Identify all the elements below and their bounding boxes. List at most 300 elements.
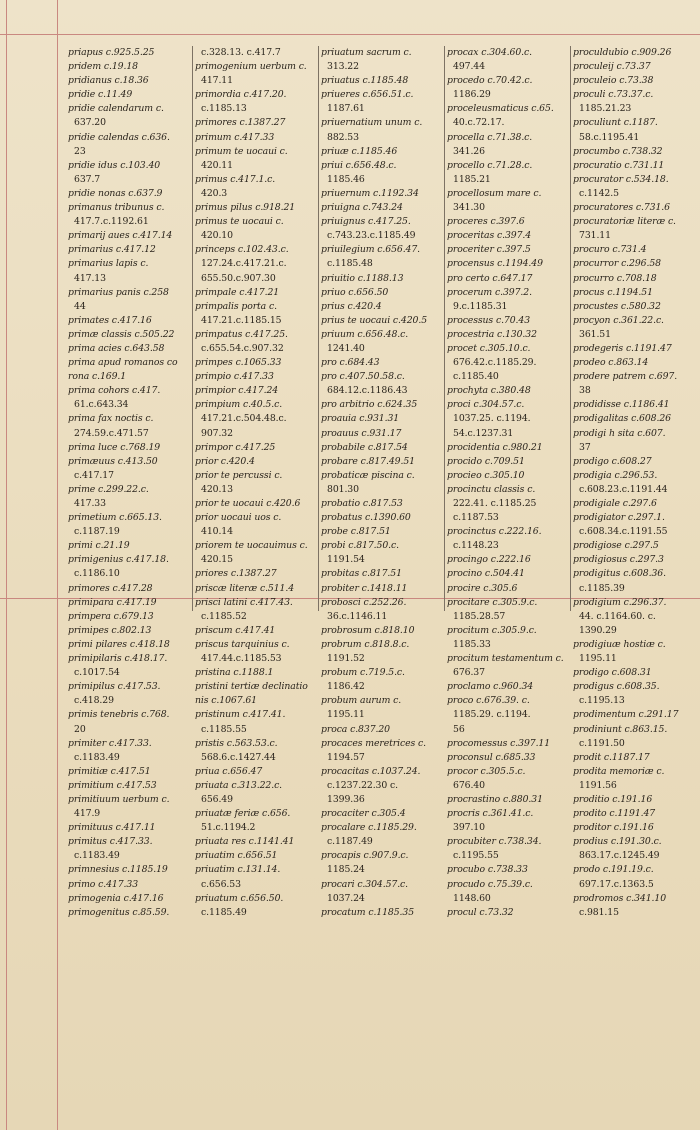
- index-entry: pro c.684.43: [321, 357, 380, 369]
- index-entry: procor c.305.5.c.: [447, 765, 526, 777]
- index-entry: procido c.709.51: [447, 455, 525, 467]
- index-entry-continuation: 1191.54: [327, 554, 365, 566]
- index-entry: procatum c.1185.35: [321, 906, 415, 918]
- index-entry-continuation: 61.c.643.34: [74, 399, 129, 411]
- index-entry: prodigo c.608.27: [573, 455, 652, 467]
- index-entry-continuation: 1187.61: [327, 103, 365, 115]
- index-column: [318, 46, 444, 918]
- index-entry-continuation: 417.11: [201, 75, 233, 87]
- index-entry: primigenius c.417.18.: [68, 554, 169, 566]
- index-entry: procaces meretrices c.: [321, 737, 426, 749]
- index-entry-continuation: 9.c.1185.31: [453, 300, 508, 312]
- index-entry: priueres c.656.51.c.: [321, 89, 414, 101]
- index-entry-continuation: c.417.17: [74, 469, 114, 481]
- index-entry: primitiuum uerbum c.: [68, 793, 170, 805]
- index-entry: procella c.71.38.c.: [447, 131, 533, 143]
- index-entry-continuation: c.1187.49: [327, 836, 373, 848]
- index-entry-continuation: c.328.13. c.417.7: [201, 47, 281, 58]
- index-entry: rona c.169.1: [68, 371, 127, 383]
- index-entry: procedo c.70.42.c.: [447, 75, 533, 87]
- index-entry-continuation: 23: [74, 145, 86, 157]
- index-entry: procustes c.580.32: [573, 300, 661, 312]
- index-entry: primum c.417.33: [195, 131, 275, 143]
- index-entry-continuation: c.1185.48: [327, 258, 373, 270]
- index-entry-continuation: 1194.57: [327, 751, 365, 763]
- index-entry: primitus c.417.33.: [68, 836, 153, 848]
- index-entry: primarius panis c.258: [68, 286, 169, 298]
- index-entry: proca c.837.20: [321, 723, 390, 735]
- index-entry: pridie c.11.49: [68, 89, 133, 101]
- index-entry-continuation: 38: [579, 385, 591, 397]
- index-entry: probaticæ piscina c.: [321, 469, 415, 481]
- index-entry: prior c.420.4: [195, 455, 255, 467]
- index-entry: procyon c.361.22.c.: [573, 314, 664, 326]
- index-entry: pridie calendas c.636.: [68, 131, 170, 143]
- index-entry-continuation: 907.32: [201, 427, 233, 439]
- index-entry-continuation: c.743.23.c.1185.49: [327, 230, 416, 242]
- index-entry: primpale c.417.21: [195, 286, 280, 298]
- index-entry: priuignus c.417.25.: [321, 216, 411, 228]
- index-entry: proclamo c.960.34: [447, 681, 534, 693]
- index-entry: pridie calendarum c.: [68, 103, 164, 115]
- index-entry: prodigi h sita c.607.: [573, 427, 666, 439]
- index-entry: proculeio c.73.38: [573, 75, 654, 87]
- index-entry: primogenitus c.85.59.: [68, 906, 170, 918]
- index-entry: proculi c.73.37.c.: [573, 89, 654, 101]
- index-entry-continuation: 37: [579, 441, 591, 453]
- index-entry: priuata res c.1141.41: [195, 836, 295, 848]
- index-entry: procitum testamentum c.: [447, 653, 564, 665]
- index-entry: prime c.299.22.c.: [68, 483, 149, 495]
- index-entry: proceleusmaticus c.65.: [447, 103, 554, 115]
- index-entry: prodita memoriæ c.: [573, 765, 665, 777]
- index-entry: primpium c.40.5.c.: [195, 399, 283, 411]
- index-entry: pristinum c.417.41.: [195, 709, 286, 721]
- index-entry: procitum c.305.9.c.: [447, 624, 537, 636]
- index-entry: prisci latini c.417.43.: [195, 596, 293, 608]
- index-entry: procino c.504.41: [447, 568, 525, 580]
- index-entry: pro arbitrio c.624.35: [321, 399, 418, 411]
- index-entry: pristis c.563.53.c.: [195, 737, 278, 749]
- index-entry: primæuus c.413.50: [68, 455, 158, 467]
- index-entry-continuation: 1185.29. c.1194.: [453, 709, 531, 721]
- index-entry: primpio c.417.33: [195, 371, 274, 383]
- index-entry-continuation: 1185.21.23: [579, 103, 632, 115]
- index-entry: primitium c.417.53: [68, 779, 157, 791]
- index-entry: proceritas c.397.4: [447, 230, 532, 242]
- index-entry-continuation: c.1185.13: [201, 103, 247, 115]
- index-entry-continuation: 1185.28.57: [453, 610, 506, 622]
- index-entry: prius c.420.4: [321, 300, 382, 312]
- index-entry: proceres c.397.6: [447, 216, 525, 228]
- index-entry: procingo c.222.16: [447, 554, 531, 566]
- index-entry-continuation: 420.15: [201, 554, 233, 566]
- index-entry: prius te uocaui c.420.5: [321, 314, 428, 326]
- index-entry: priuatim c.656.51: [195, 850, 278, 862]
- index-entry-continuation: 697.17.c.1363.5: [579, 878, 654, 890]
- index-entry: prodigiator c.297.1.: [573, 512, 665, 524]
- index-entry-continuation: c.1142.5: [579, 187, 619, 199]
- index-entry: primanus tribunus c.: [68, 202, 165, 214]
- index-entry-continuation: c.1191.50: [579, 737, 625, 749]
- index-entry: probabile c.817.54: [321, 441, 408, 453]
- index-entry: procet c.305.10.c.: [447, 342, 531, 354]
- index-entry: procuro c.731.4: [573, 244, 647, 256]
- index-entry: prodigiose c.297.5: [573, 540, 659, 552]
- index-entry: prodigiuæ hostiæ c.: [573, 638, 666, 650]
- index-entry: pristini tertiæ declinatio: [195, 681, 308, 693]
- index-entry-continuation: 36.c.1146.11: [327, 610, 388, 622]
- index-entry: prodeo c.863.14: [573, 357, 649, 369]
- index-entry: procapis c.907.9.c.: [321, 850, 409, 862]
- index-entry: pridie idus c.103.40: [68, 159, 161, 171]
- index-entry-continuation: 1399.36: [327, 793, 365, 805]
- index-entry: procensus c.1194.49: [447, 258, 543, 270]
- index-entry: prior te uocaui c.420.6: [195, 498, 301, 509]
- index-entry: pro c.407.50.58.c.: [321, 371, 405, 383]
- index-entry: prodit c.1187.17: [573, 751, 650, 763]
- index-entry: primordia c.417.20.: [195, 89, 287, 101]
- index-entry: probrum c.818.8.c.: [321, 638, 410, 650]
- index-entry-continuation: 127.24.c.417.21.c.: [201, 258, 287, 270]
- index-entry-continuation: 1037.24: [327, 892, 365, 904]
- index-entry: procire c.305.6: [447, 582, 518, 594]
- index-entry: proci c.304.57.c.: [447, 399, 525, 411]
- index-entry: primates c.417.16: [68, 314, 152, 326]
- index-entry: primpera c.679.13: [68, 610, 154, 622]
- index-entry-continuation: 1148.60: [453, 892, 491, 904]
- index-entry: procaciter c.305.4: [321, 808, 406, 820]
- index-entry-continuation: 274.59.c.471.57: [74, 427, 149, 439]
- index-entry: prima fax noctis c.: [68, 413, 154, 425]
- index-entry-continuation: 676.40: [453, 779, 485, 791]
- index-entry: procurror c.296.58: [573, 258, 661, 270]
- index-entry-continuation: 361.51: [579, 328, 611, 340]
- index-entry-continuation: 882.53: [327, 131, 359, 143]
- index-entry: primi pilares c.418.18: [68, 638, 170, 650]
- index-entry-continuation: 655.50.c.907.30: [201, 272, 276, 284]
- index-entry: procul c.73.32: [447, 906, 514, 918]
- index-entry: prodigia c.296.53.: [573, 469, 658, 481]
- index-entry-continuation: 1185.24: [327, 864, 365, 876]
- index-entry: prodegeris c.1191.47: [573, 342, 672, 354]
- index-entry: pristina c.1188.1: [195, 667, 274, 679]
- index-entry-continuation: 1191.52: [327, 653, 365, 665]
- index-entry: proauia c.931.31: [321, 413, 400, 425]
- index-entry: probe c.817.51: [321, 526, 391, 538]
- index-entry-continuation: 1186.29: [453, 89, 491, 101]
- index-entry-continuation: 417.21.c.504.48.c.: [201, 413, 287, 425]
- index-entry: prodromos c.341.10: [573, 892, 667, 904]
- index-entry: priores c.1387.27: [195, 568, 277, 580]
- index-entry: proculiunt c.1187.: [573, 117, 658, 129]
- index-entry: priuatus c.1185.48: [321, 75, 409, 87]
- index-entry-continuation: 341.30: [453, 202, 485, 214]
- index-entry-continuation: 568.6.c.1427.44: [201, 751, 276, 763]
- index-entry: primipilus c.417.53.: [68, 681, 161, 693]
- index-entry-continuation: 1241.40: [327, 342, 365, 354]
- index-entry-continuation: c.1017.54: [74, 667, 120, 679]
- index-entry: primitiæ c.417.51: [68, 765, 151, 777]
- blank-lower-page: [0, 612, 700, 1130]
- index-entry: prima luce c.768.19: [68, 441, 161, 453]
- index-entry: princeps c.102.43.c.: [195, 244, 289, 256]
- index-entry-continuation: c.1185.55: [201, 723, 247, 735]
- index-entry-continuation: 684.12.c.1186.43: [327, 385, 408, 397]
- index-entry: priuatum sacrum c.: [321, 47, 412, 58]
- index-entry-continuation: 1195.11: [579, 653, 617, 665]
- index-entry: priapus c.925.5.25: [68, 47, 155, 58]
- index-entry: processus c.70.43: [447, 314, 531, 326]
- index-entry: procieo c.305.10: [447, 469, 525, 481]
- index-entry-continuation: 731.11: [579, 230, 611, 242]
- index-entry-continuation: c.1185.52: [201, 610, 247, 622]
- index-entry-continuation: c.1183.49: [74, 850, 120, 862]
- index-entry-continuation: 44. c.1164.60. c.: [579, 610, 656, 622]
- index-entry-continuation: 417.7.c.1192.61: [74, 216, 149, 228]
- index-entry: probare c.817.49.51: [321, 455, 415, 467]
- index-entry: primpalis porta c.: [195, 300, 277, 312]
- index-entry: nis c.1067.61: [195, 695, 257, 707]
- index-entry: probatus c.1390.60: [321, 512, 411, 524]
- index-entry: procalare c.1185.29.: [321, 822, 417, 834]
- index-entry: priuatum c.656.50.: [195, 892, 284, 904]
- index-entry-continuation: 863.17.c.1245.49: [579, 850, 660, 862]
- index-entry-continuation: c.656.53: [201, 878, 241, 890]
- index-entry: proditor c.191.16: [573, 822, 654, 834]
- index-entry: primi c.21.19: [68, 540, 130, 552]
- index-entry-continuation: 1185.33: [453, 638, 491, 650]
- index-entry-continuation: 676.37: [453, 667, 485, 679]
- index-entry-continuation: c.1185.40: [453, 371, 499, 383]
- index-column: [570, 46, 696, 918]
- index-entry-continuation: c.418.29: [74, 695, 114, 707]
- index-entry: prodigo c.608.31: [573, 667, 652, 679]
- index-entry-continuation: c.1187.19: [74, 526, 120, 538]
- index-entry-continuation: 1195.11: [327, 709, 365, 721]
- index-entry: prodigitus c.608.36.: [573, 568, 666, 580]
- index-entry: primarius c.417.12: [68, 244, 156, 256]
- index-entry-continuation: 417.33: [74, 498, 106, 509]
- index-entry: primores c.417.28: [68, 582, 153, 594]
- index-entry: procuratoriæ literæ c.: [573, 216, 676, 228]
- index-entry: probrosum c.818.10: [321, 624, 415, 636]
- index-entry: primipilaris c.418.17.: [68, 653, 168, 665]
- index-entry: prodidisse c.1186.41: [573, 399, 670, 411]
- index-column: [444, 46, 570, 918]
- index-entry-continuation: 1191.56: [579, 779, 617, 791]
- index-entry: probi c.817.50.c.: [321, 540, 399, 552]
- index-entry: prodito c.1191.47: [573, 808, 656, 820]
- index-entry-continuation: 58.c.1195.41: [579, 131, 640, 143]
- index-entry: procuratores c.731.6: [573, 202, 670, 214]
- index-entry: proceriter c.397.5: [447, 244, 531, 256]
- index-entry-continuation: 20: [74, 723, 86, 735]
- index-entry: primipes c.802.13: [68, 624, 152, 636]
- index-entry-continuation: 420.10: [201, 230, 233, 242]
- index-entry-continuation: 676.42.c.1185.29.: [453, 357, 537, 369]
- index-entry-continuation: 54.c.1237.31: [453, 427, 514, 439]
- index-entry-continuation: 410.14: [201, 526, 233, 538]
- index-entry-continuation: c.1185.39: [579, 582, 625, 594]
- index-entry: priuigna c.743.24: [321, 202, 403, 214]
- index-columns: [66, 46, 700, 918]
- index-entry: procubiter c.738.34.: [447, 836, 542, 848]
- index-entry: priuum c.656.48.c.: [321, 328, 409, 340]
- index-entry: primores c.1387.27: [195, 117, 286, 129]
- index-entry: procris c.361.41.c.: [447, 808, 534, 820]
- index-entry-continuation: 40.c.72.17.: [453, 117, 505, 129]
- index-entry-continuation: 420.3: [201, 187, 228, 199]
- index-entry: primpatus c.417.25.: [195, 328, 288, 340]
- index-entry: prima acies c.643.58: [68, 342, 165, 354]
- index-entry: priuernatium unum c.: [321, 117, 423, 129]
- index-entry: procestria c.130.32: [447, 328, 537, 340]
- index-entry-continuation: 341.26: [453, 145, 485, 157]
- index-entry: priuatæ feriæ c.656.: [195, 808, 291, 820]
- index-entry: prior uocaui uos c.: [195, 512, 282, 524]
- index-entry-continuation: c.981.15: [579, 906, 619, 918]
- index-entry-continuation: 1185.46: [327, 173, 365, 185]
- index-entry: procurator c.534.18.: [573, 173, 669, 185]
- index-entry-continuation: c.1187.53: [453, 512, 499, 524]
- index-entry: primum te uocaui c.: [195, 145, 288, 157]
- index-entry: primus te uocaui c.: [195, 216, 284, 228]
- index-entry: primus pilus c.918.21: [195, 202, 296, 214]
- index-entry: procuratio c.731.11: [573, 159, 665, 171]
- index-entry-continuation: 497.44: [453, 61, 485, 73]
- index-entry: primiter c.417.33.: [68, 737, 152, 749]
- index-entry-continuation: c.1195.55: [453, 850, 499, 862]
- index-column: [66, 46, 192, 918]
- index-entry: procus c.1194.51: [573, 286, 653, 298]
- index-entry: prior te percussi c.: [195, 469, 283, 481]
- index-entry: primetium c.665.13.: [68, 512, 162, 524]
- index-entry: prodiniunt c.863.15.: [573, 723, 668, 735]
- index-entry: probum c.719.5.c.: [321, 667, 405, 679]
- index-entry: prodigiale c.297.6: [573, 498, 657, 509]
- index-entry: primæ classis c.505.22: [68, 328, 175, 340]
- index-entry: priscæ literæ c.511.4: [195, 582, 295, 594]
- index-entry: probitas c.817.51: [321, 568, 402, 580]
- index-entry-continuation: 417.44.c.1185.53: [201, 653, 282, 665]
- index-entry: procidentia c.980.21: [447, 441, 543, 453]
- index-entry: primus c.417.1.c.: [195, 173, 276, 185]
- index-column: [192, 46, 318, 918]
- index-entry: priuilegium c.656.47.: [321, 244, 421, 256]
- index-entry-continuation: 313.22: [327, 61, 359, 73]
- index-entry: procerum c.397.2.: [447, 286, 532, 298]
- index-entry: primogenia c.417.16: [68, 892, 164, 904]
- index-entry: primo c.417.33: [68, 878, 139, 890]
- index-entry: prodigiosus c.297.3: [573, 554, 664, 566]
- index-entry: primogenium uerbum c.: [195, 61, 307, 73]
- index-entry: prima apud romanos co: [68, 357, 178, 369]
- index-entry: pridem c.19.18: [68, 61, 138, 73]
- index-entry: priuatim c.131.14.: [195, 864, 281, 876]
- index-entry: procurro c.708.18: [573, 272, 657, 284]
- index-entry: priorem te uocauimus c.: [195, 540, 308, 552]
- index-entry: primpor c.417.25: [195, 441, 276, 453]
- index-entry: primpes c.1065.33: [195, 357, 282, 369]
- index-entry-continuation: c.1195.13: [579, 695, 625, 707]
- index-entry: pro certo c.647.17: [447, 272, 533, 284]
- index-entry: proconsul c.685.33: [447, 751, 536, 763]
- index-entry-continuation: c.1183.49: [74, 751, 120, 763]
- index-entry-continuation: 417.9: [74, 808, 101, 820]
- index-entry: proditio c.191.16: [573, 793, 653, 805]
- index-entry: procomessus c.397.11: [447, 737, 551, 749]
- index-entry: prima cohors c.417.: [68, 385, 161, 397]
- index-entry-continuation: c.1186.10: [74, 568, 120, 580]
- index-entry-continuation: 420.13: [201, 483, 233, 495]
- index-entry: priuæ c.1185.46: [321, 145, 398, 157]
- index-entry: proculdubio c.909.26: [573, 47, 672, 58]
- index-entry-continuation: c.655.54.c.907.32: [201, 342, 284, 354]
- index-entry: probiter c.1418.11: [321, 582, 408, 594]
- index-entry: probosci c.252.26.: [321, 596, 407, 608]
- top-ruling-line: [0, 34, 700, 35]
- index-entry: procax c.304.60.c.: [447, 47, 532, 58]
- index-entry: probum aurum c.: [321, 695, 402, 707]
- index-entry: priuitio c.1188.13: [321, 272, 404, 284]
- index-entry: primnesius c.1185.19: [68, 864, 168, 876]
- index-entry: procello c.71.28.c.: [447, 159, 533, 171]
- index-entry: procinctus c.222.16.: [447, 526, 542, 538]
- index-entry-continuation: 417.21.c.1185.15: [201, 314, 282, 326]
- index-entry-continuation: c.1185.49: [201, 906, 247, 918]
- index-entry-continuation: 420.11: [201, 159, 233, 171]
- index-entry: pridie nonas c.637.9: [68, 187, 163, 199]
- index-entry: prochyta c.380.48: [447, 385, 531, 397]
- index-entry: probatio c.817.53: [321, 498, 403, 509]
- index-entry-continuation: c.1237.22.30 c.: [327, 779, 399, 791]
- index-entry-continuation: c.608.23.c.1191.44: [579, 483, 668, 495]
- index-entry: priui c.656.48.c.: [321, 159, 397, 171]
- index-entry: prodo c.191.19.c.: [573, 864, 654, 876]
- index-entry: primpior c.417.24: [195, 385, 279, 397]
- index-entry: primarij aues c.417.14: [68, 230, 173, 242]
- index-entry: procitare c.305.9.c.: [447, 596, 538, 608]
- index-entry-continuation: 51.c.1194.2: [201, 822, 256, 834]
- index-entry: priuata c.313.22.c.: [195, 779, 283, 791]
- index-entry: procellosum mare c.: [447, 187, 542, 199]
- index-entry-continuation: 417.13: [74, 272, 106, 284]
- index-entry: priua c.656.47: [195, 765, 263, 777]
- index-entry-continuation: 637.20: [74, 117, 106, 129]
- index-entry-continuation: c.1148.23: [453, 540, 499, 552]
- index-entry: primituus c.417.11: [68, 822, 156, 834]
- index-entry: procinctu classis c.: [447, 483, 536, 495]
- index-entry: primipara c.417.19: [68, 596, 157, 608]
- index-entry-continuation: 1186.42: [327, 681, 365, 693]
- index-entry: procari c.304.57.c.: [321, 878, 409, 890]
- index-entry-continuation: 44: [74, 300, 86, 312]
- index-entry: procudo c.75.39.c.: [447, 878, 533, 890]
- index-entry-continuation: 637.7: [74, 173, 101, 185]
- index-entry-continuation: 222.41. c.1185.25: [453, 498, 537, 509]
- index-entry: prodimentum c.291.17: [573, 709, 679, 721]
- index-entry: proauus c.931.17: [321, 427, 402, 439]
- index-entry-continuation: 656.49: [201, 793, 233, 805]
- index-entry-continuation: 1185.21: [453, 173, 491, 185]
- index-entry: prodigalitas c.608.26: [573, 413, 671, 425]
- index-entry: primis tenebris c.768.: [68, 709, 170, 721]
- index-entry: priscus tarquinius c.: [195, 638, 290, 650]
- index-entry: procacitas c.1037.24.: [321, 765, 421, 777]
- index-entry: procrastino c.880.31: [447, 793, 543, 805]
- index-entry: priuo c.656.50: [321, 286, 389, 298]
